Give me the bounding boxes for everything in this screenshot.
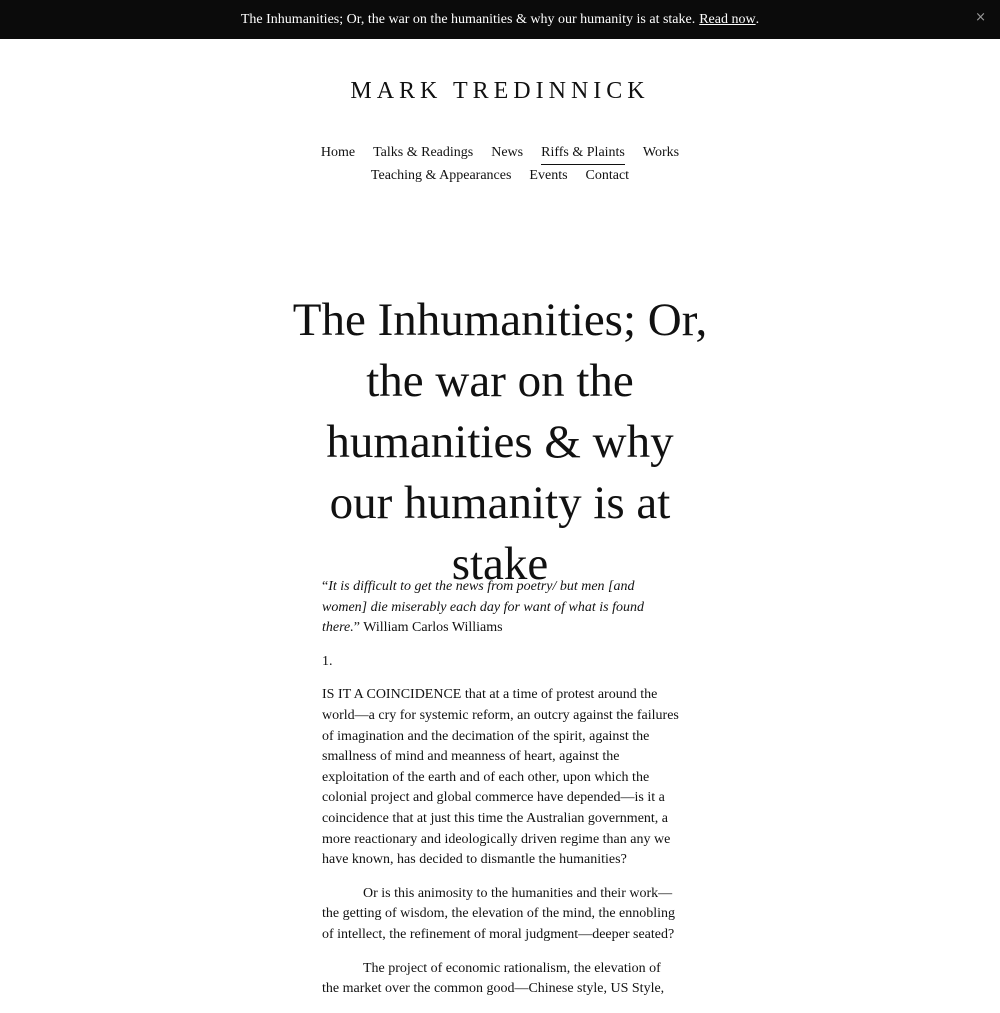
announcement-text: The Inhumanities; Or, the war on the humanities & why our humanity is at stake. xyxy=(240,11,696,27)
nav-item-works[interactable]: Works xyxy=(642,145,680,160)
epigraph-quote: It is difficult to get the news from poetry/ but men [and women] die miserably each day for want of what is found there. xyxy=(322,579,644,636)
nav-item-contact[interactable]: Contact xyxy=(585,168,630,183)
close-icon[interactable]: × xyxy=(975,10,986,25)
announcement-period: . xyxy=(755,11,760,27)
section-number: 1. xyxy=(322,653,333,669)
epigraph-attribution: ” William Carlos Williams xyxy=(353,620,503,636)
epigraph xyxy=(322,577,680,639)
article-title: The Inhumanities; Or, the war on the humanities & why our humanity is at stake xyxy=(292,294,708,590)
read-now-link[interactable]: Read now xyxy=(699,11,756,27)
site-title[interactable]: MARK TREDINNICK xyxy=(350,78,650,104)
nav-item-home[interactable]: Home xyxy=(320,145,356,160)
nav-item-teaching-appearances[interactable]: Teaching & Appearances xyxy=(370,168,512,183)
nav-row-2 xyxy=(0,165,1000,187)
nav-item-talks-readings[interactable]: Talks & Readings xyxy=(373,145,474,160)
announcement-bar xyxy=(0,0,1000,39)
nav-item-riffs-plaints[interactable]: Riffs & Plaints xyxy=(541,142,625,165)
nav-item-events[interactable]: Events xyxy=(529,168,568,183)
paragraph-3: The project of economic rationalism, the elevation of the market over the common good—Chinese style, US Style, xyxy=(322,960,665,997)
epigraph-open-quote: “ xyxy=(322,579,329,594)
main-nav xyxy=(0,142,1000,187)
nav-row-1 xyxy=(0,142,1000,165)
paragraph-2: Or is this animosity to the humanities and their work—the getting of wisdom, the elevation of the mind, the ennobling of intellect, the refinement of moral judgment—deeper seated? xyxy=(322,885,676,942)
paragraph-1: IS IT A COINCIDENCE that at a time of protest around the world—a cry for systemic reform, an outcry against the failures of imagination and the decimation of the spirit, against the smallness of mind and meanness of heart, against the exploitation of the earth and of each other, upon which the colonial project and global commerce have depended—is it a coincidence that at just this time the Australian government, a more reactionary and ideologically driven regime than any we have known, has decided to dismantle the humanities? xyxy=(322,687,679,868)
article-body xyxy=(322,577,680,1013)
nav-item-news[interactable]: News xyxy=(491,145,524,160)
